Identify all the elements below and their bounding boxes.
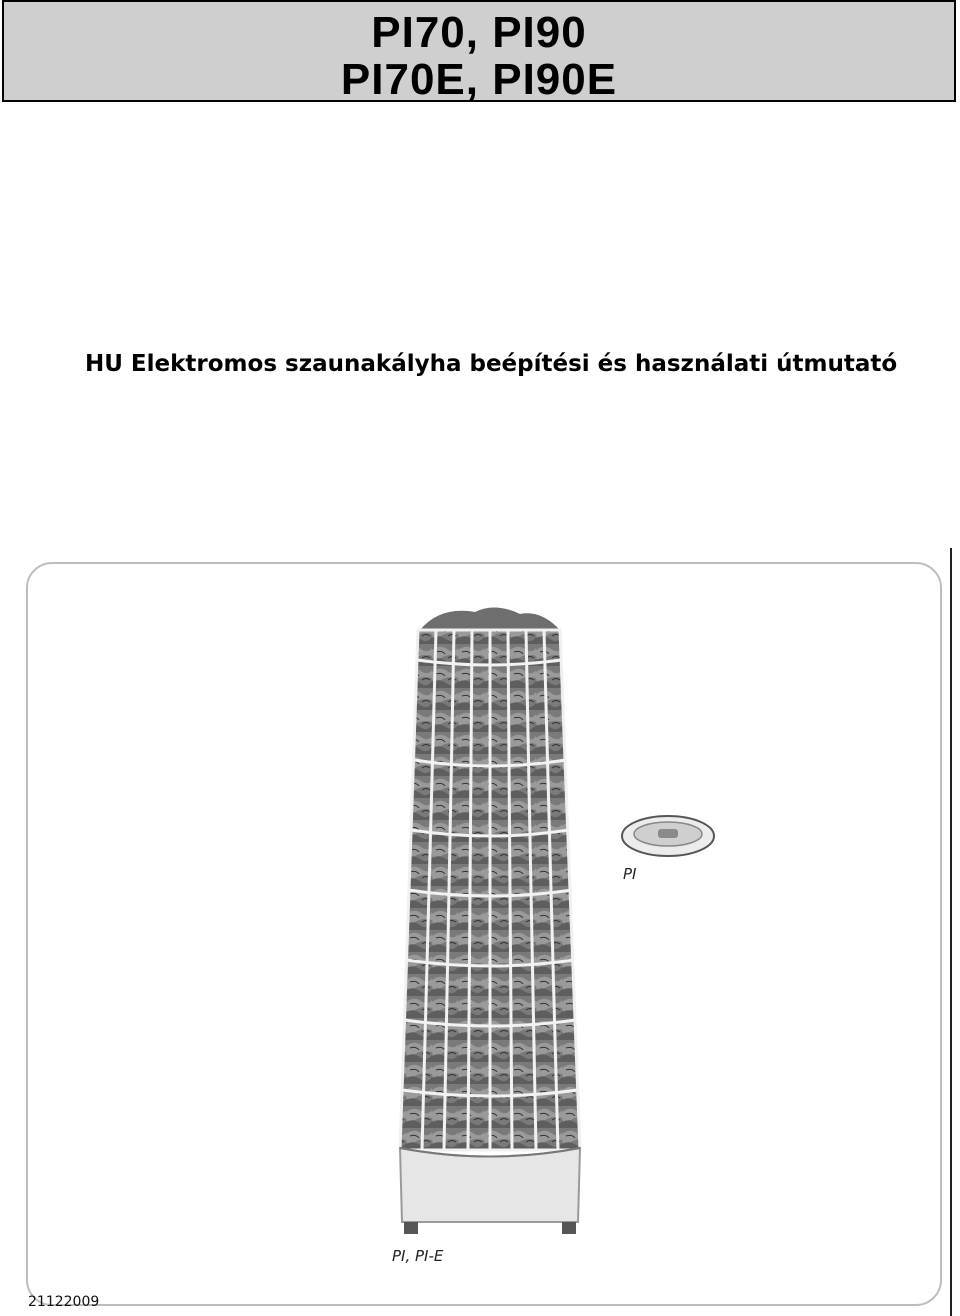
model-title-line-2: PI70E, PI90E <box>340 55 618 104</box>
model-title-line-1: PI70, PI90 <box>371 8 587 57</box>
heater-label: PI, PI-E <box>392 1247 444 1265</box>
document-code: 21122009 <box>28 1294 100 1310</box>
control-panel-illustration <box>618 814 718 862</box>
title-box <box>2 0 956 102</box>
manual-subtitle: HU Elektromos szaunakályha beépítési és használati útmutató <box>85 351 898 377</box>
sauna-heater-illustration <box>380 600 600 1250</box>
margin-rule <box>950 548 952 1316</box>
control-panel-label: PI <box>623 865 637 883</box>
